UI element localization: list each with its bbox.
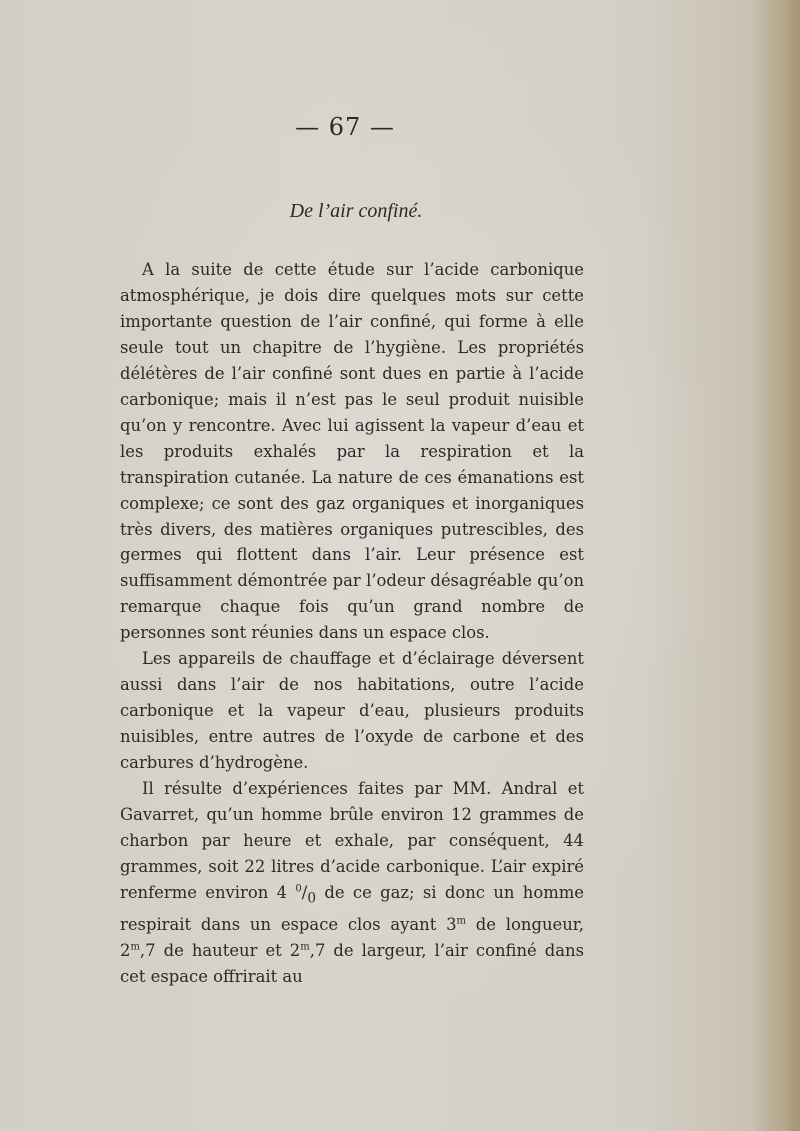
paragraph-1: A la suite de cette étude sur l’acide carbonique atmosphérique, je dois dire quelques mots sur cette importante question de l’air confiné, qui forme à elle seule tout un chapitre de l’hygiène. Les propriétés délétères de l’air confiné sont dues en partie à l’acide carbonique; mais il n’est pas le seul produit nuisible qu’on y rencontre. Avec lui agissent la vapeur d’eau et les produits exhalés par la respiration et la transpiration cutanée. La nature de ces émanations est complexe; ce sont des gaz organiques et inorganiques très divers, des matières organiques putrescibles, des germes qui flottent dans l’air. Leur présence est suffisamment démontrée par l’odeur désagréable qu’on remarque chaque fois qu’un grand nombre de personnes sont réunies dans un espace clos.	[120, 260, 584, 643]
percent-sign-top: 0	[295, 883, 302, 895]
page-number: — 67 —	[295, 113, 395, 141]
paragraph-3	[120, 776, 584, 990]
section-title: De l’air confiné.	[289, 200, 423, 222]
paragraph-3-part-2: de ce gaz; si donc un homme respirait dans un espace clos ayant 3	[120, 882, 584, 935]
paragraph-3-part-4: ,7 de hauteur et 2	[139, 941, 301, 961]
paragraph-3-part-5: ,7 de largeur, l’air confiné dans cet espace offrirait au	[120, 941, 584, 987]
paragraph-2: Les appareils de chauffage et d’éclairage déversent aussi dans l’air de nos habitations, outre l’acide carbonique et la vapeur d’eau, plusieurs produits nuisibles, entre autres de l’oxyde de carbone et des carbures d’hydrogène.	[120, 649, 584, 773]
percent-sign-slash: /	[301, 882, 308, 902]
unit-meter-1: m	[456, 915, 467, 927]
paragraph-3-part-3: de longueur, 2	[120, 915, 584, 961]
percent-sign-bottom: 0	[307, 890, 317, 907]
unit-meter-3: m	[300, 941, 310, 953]
paragraph-3-part-1: Il résulte d’expériences faites par MM. Andral et Gavarret, qu’un homme brûle environ 12 grammes de charbon par heure et exhale, par conséquent, 44 grammes, soit 22 litres d’acide carbonique. L’air expiré renferme environ 4	[120, 779, 584, 902]
body-text	[120, 257, 584, 990]
unit-meter-2: m	[130, 941, 140, 953]
page-edge-stain	[754, 0, 800, 1131]
